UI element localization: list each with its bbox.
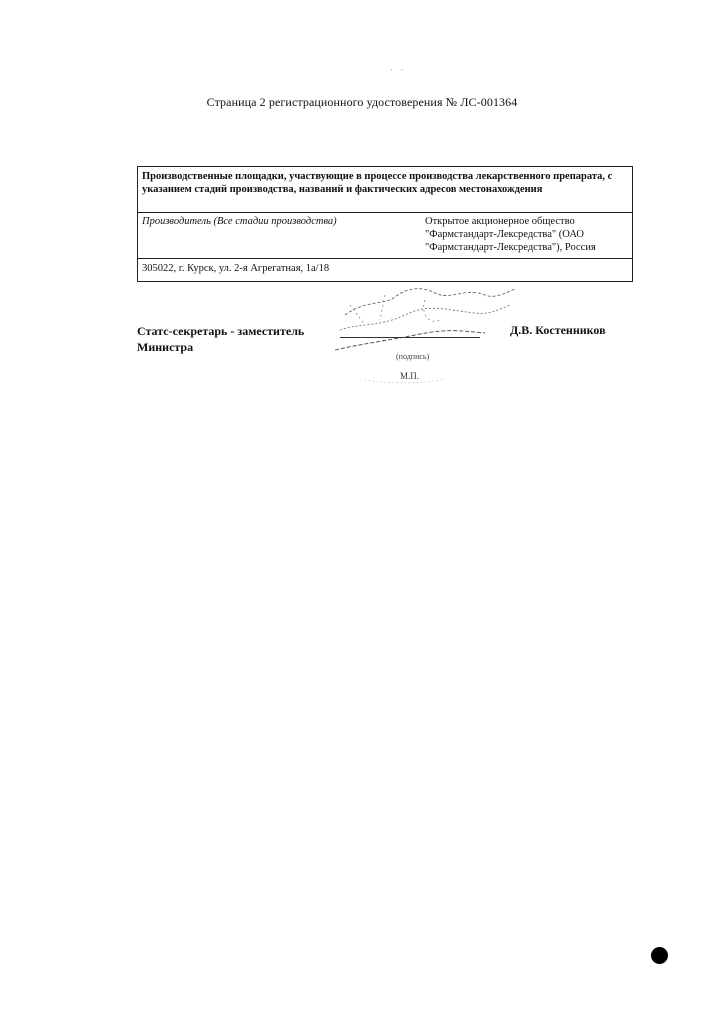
scan-artifact: · · xyxy=(390,66,407,75)
producer-address: 305022, г. Курск, ул. 2-я Агрегатная, 1а/18 xyxy=(142,263,330,274)
stamp-label: М.П. xyxy=(400,371,420,381)
page-title: Страница 2 регистрационного удостоверения № ЛС-001364 xyxy=(206,95,518,109)
signer-title xyxy=(137,323,337,355)
handwritten-signature xyxy=(325,275,525,390)
signature-caption: (подпись) xyxy=(396,352,430,361)
signer-name: Д.В. Костенников xyxy=(510,323,606,337)
signer-title-line-2: Министра xyxy=(137,340,194,354)
corner-punch-mark xyxy=(651,947,668,964)
company-line-3: "Фармстандарт-Лексредства"), Россия xyxy=(425,242,596,253)
table-row-producer xyxy=(138,213,632,259)
producer-company xyxy=(421,213,632,258)
signature-line xyxy=(340,337,480,338)
signer-title-line-1: Статс-секретарь - заместитель xyxy=(137,324,305,338)
production-sites-table xyxy=(137,166,633,282)
table-heading: Производственные площадки, участвующие в процессе производства лекарственного препарата, с указанием стадий производства, названий и фактических адресов местонахождения xyxy=(138,167,632,213)
company-line-1: Открытое акционерное общество xyxy=(425,216,575,227)
producer-role: Производитель (Все стадии производства) xyxy=(142,216,337,227)
company-line-2: "Фармстандарт-Лексредства" (ОАО xyxy=(425,229,584,240)
